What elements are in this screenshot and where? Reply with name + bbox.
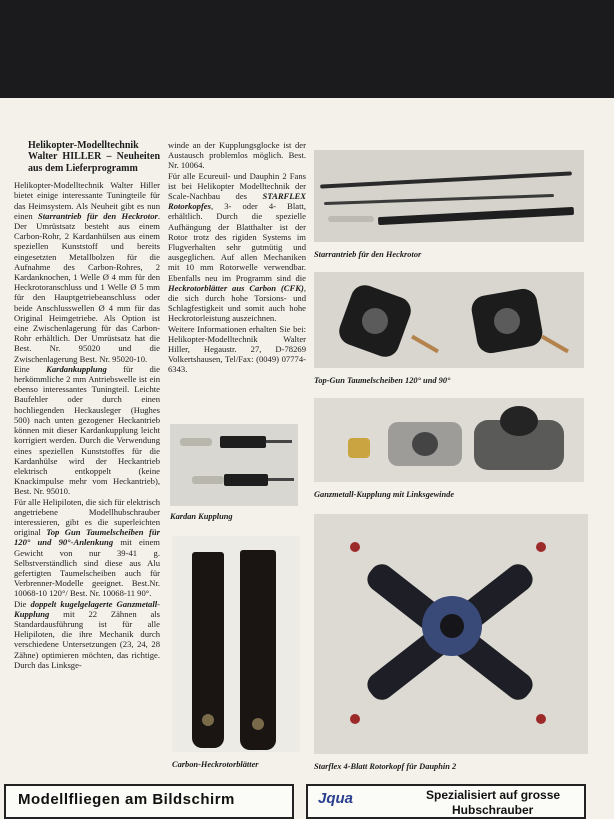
- caption-starrantrieb: Starrantrieb für den Heckrotor: [314, 250, 422, 259]
- caption-kupplung: Ganzmetall-Kupplung mit Linksgewinde: [314, 490, 455, 499]
- caption-starflex: Starflex 4-Blatt Rotorkopf für Dauphin 2: [314, 762, 457, 771]
- photo-starrantrieb: [314, 150, 584, 242]
- banner-right: [306, 784, 586, 819]
- article-paragraph: Die doppelt kugelgelagerte Ganzmetall-Kupplung mit 22 Zähnen als Standardausführung ist für alle Helipiloten, die ihre Mechanik durch verschiedene Untersetzungen (23, 24, 28 Zähne) optimieren möchten, das richtige. Durch das Linksge-: [14, 598, 160, 670]
- photo-taumelscheiben: [314, 272, 584, 368]
- caption-heckrotor: Carbon-Heckrotorblätter: [172, 760, 259, 769]
- banner-left-text: Modellfliegen am Bildschirm: [18, 791, 235, 808]
- article-paragraph: Eine Kardankupplung für die herkömmliche 2 mm Antriebswelle ist ein ebenso interessantes Tuningteil. Leichte Baufehler oder durch einen hochliegenden Heckausleger (Hughes 500) nach unten gezogener Heckantrieb können mit dieser Kardankupplung leicht korrigiert werden. Durch die Verwendung eines speziellen Kunststoffes für die Kardanhülse wird der Heckantrieb elektrisch entkoppelt (keine Knackimpulse mehr vom Heckantrieb), Best. Nr. 95010.: [14, 363, 160, 497]
- photo-kupplung: [314, 398, 584, 482]
- caption-kardan: Kardan Kupplung: [170, 512, 233, 521]
- article-middle-column: [168, 140, 306, 375]
- banner-right-line2: Hubschrauber: [452, 803, 534, 817]
- article-paragraph: Für alle Helipiloten, die sich für elektrisch angetriebene Modellhubschrauber interessieren, gibt es die superleichten original Top Gun Taumelscheiben für 120° und 90°-Anlenkung mit einem Gewicht von nur 39-41 g. Selbstverständlich sind diese aus Alu gefertigten Taumelscheiben auch für Verbrenner-Modelle geeignet. Best.Nr. 10068-10 120°/ Best. Nr. 10068-11 90°.: [14, 496, 160, 599]
- article-left-column: [14, 140, 160, 670]
- photo-kardan-kupplung: [170, 424, 298, 506]
- article-paragraph: winde an der Kupplungsglocke ist der Austausch problemlos möglich. Best. Nr. 10064.: [168, 140, 306, 171]
- article-paragraph: Weitere Informationen erhalten Sie bei: Helikopter-Modelltechnik Walter Hiller, Hegaustr. 27, D-78269 Volkertshausen, Tel/Fax: (0049) 07774-6343.: [168, 323, 306, 375]
- article-paragraph: Für alle Ecureuil- und Dauphin 2 Fans ist bei Helikopter Modelltechnik der Scale-Nachbau des STARFLEX Rotorkopfes, 3- oder 4- Blatt, erhältlich. Durch die spezielle Aufhängung der Blatthalter ist der Rotor trotz des rigiden Systems im Flugverhalten sehr gutmütig und ausgeglichen. Auf allen Mechaniken mit 10 mm Rotorwelle verwendbar. Ebenfalls neu im Programm sind die Heckrotorblätter aus Carbon (CFK), die sich durch hohe Torsions- und Schlagfestigkeit und somit auch hohe Heckrotorleistung auszeichnen.: [168, 170, 306, 324]
- banner-left: [4, 784, 294, 819]
- article-paragraph: Helikopter-Modelltechnik Walter Hiller bietet einige interessante Tuningteile für das Heimsystem. Als Neuheit gibt es nun einen Starrantrieb für den Heckrotor. Der Umrüstsatz besteht aus einem Carbon-Rohr, 2 Kardanhülsen aus einem speziellen Kunststoff und bereits eingesetzten Metallbolzen für die Aufnahme des Carbon-Rohres, 2 Kardanknochen, 1 Welle Ø 4 mm für den Heckrotoranschluss und 1 Welle Ø 5 mm für den Hauptgetriebeanschluss oder beide Anschlusswellen Ø 4 mm für das Original Heimgetriebe. Als Option ist eine Zwischenlagerung für das Carbon-Rohr erhältlich. Der Umrüstsatz hat die Best. Nr. 95020 und die Zwischenlagerung Best. Nr. 95020-10.: [14, 180, 160, 364]
- photo-heckrotorblaetter: [172, 536, 300, 752]
- photo-starflex: [314, 514, 588, 754]
- banner-right-line1: Spezialisiert auf grosse: [426, 788, 561, 802]
- article-headline: Helikopter-Modelltechnik Walter HILLER – Neuheiten aus dem Lieferprogramm: [28, 140, 160, 174]
- caption-taumelscheiben: Top-Gun Taumelscheiben 120° und 90°: [314, 376, 451, 385]
- logo-text: Jqua: [318, 790, 354, 807]
